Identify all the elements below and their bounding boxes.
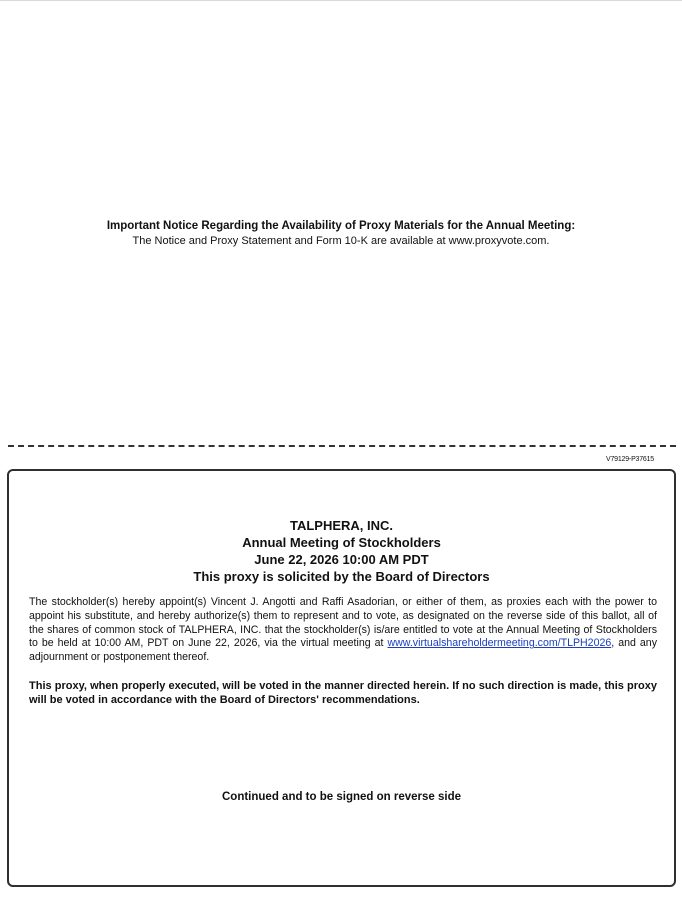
voting-direction-paragraph: This proxy, when properly executed, will be voted in the manner directed herein. If no such direction is made, this proxy will be voted in accordance with the Board of Directors' recommendations. [29, 680, 657, 706]
meeting-title: Annual Meeting of Stockholders [242, 535, 441, 550]
virtual-meeting-link[interactable]: www.virtualshareholdermeeting.com/TLPH2026 [387, 637, 612, 650]
availability-notice [0, 219, 682, 248]
solicitation-line: This proxy is solicited by the Board of Directors [193, 569, 490, 584]
top-rule [0, 0, 682, 1]
card-heading [9, 517, 674, 585]
continued-note: Continued and to be signed on reverse side [222, 791, 461, 803]
notice-body: The Notice and Proxy Statement and Form 10-K are available at www.proxyvote.com. [132, 235, 550, 247]
cut-line [8, 445, 676, 447]
proxy-card [7, 469, 676, 887]
appointment-paragraph [29, 596, 657, 665]
meeting-datetime: June 22, 2026 10:00 AM PDT [254, 552, 429, 567]
notice-title: Important Notice Regarding the Availability of Proxy Materials for the Annual Meeting: [106, 220, 576, 232]
appointment-text: The stockholder(s) hereby appoint(s) Vincent J. Angotti and Raffi Asadorian, or either of them, as proxies each with the power to appoint his substitute, and hereby authorize(s) them to represent and to vote, as designated on the reverse side of this ballot, all of the shares of common stock of TALPHERA, INC. that the stockholder(s) is/are entitled to vote at the Annual Meeting of Stockholders to be held at 10:00 AM, PDT on June 22, 2026, via the virtual meeting at [29, 596, 657, 650]
company-name: TALPHERA, INC. [289, 518, 394, 533]
document-code: V79129-P37615 [606, 456, 654, 463]
appointment-text-end: , and any adjournment or postponement thereof. [29, 637, 657, 664]
